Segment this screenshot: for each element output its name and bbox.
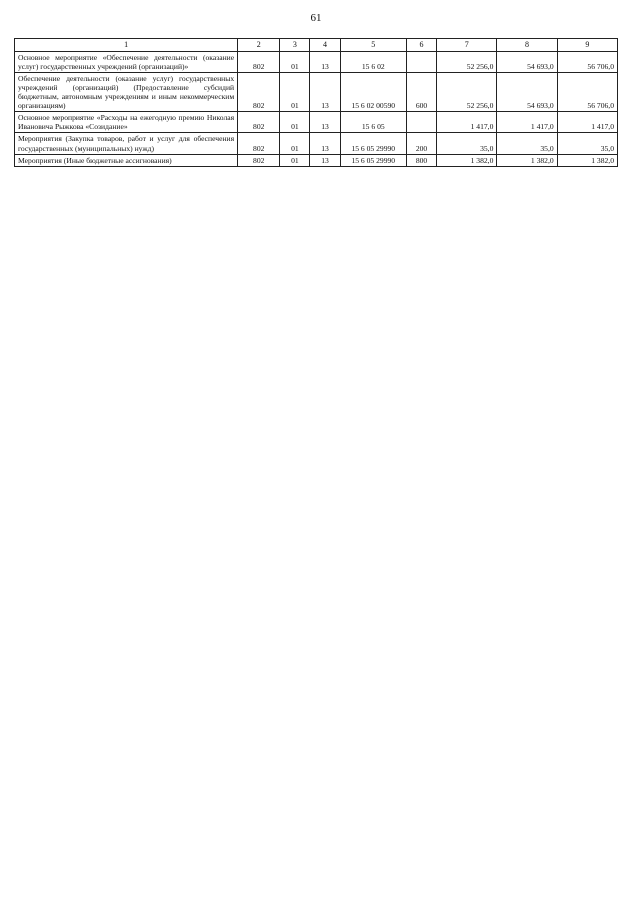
row-subsection: 13: [310, 51, 340, 72]
row-target-article: 15 6 02 00590: [340, 72, 406, 111]
row-amount-year1: 35,0: [437, 133, 497, 154]
row-name: Основное мероприятие «Расходы на ежегодную премию Николая Ивановича Рыжкова «Созидание»: [15, 112, 238, 133]
row-section: 01: [280, 133, 310, 154]
row-subsection: 13: [310, 72, 340, 111]
table-row: [15, 51, 618, 72]
row-amount-year3: 1 382,0: [557, 154, 617, 166]
row-subsection: 13: [310, 133, 340, 154]
header-cell: 1: [15, 39, 238, 52]
row-target-article: 15 6 02: [340, 51, 406, 72]
table-row: [15, 72, 618, 111]
row-amount-year3: 56 706,0: [557, 72, 617, 111]
row-name: Мероприятия (Иные бюджетные ассигнования): [15, 154, 238, 166]
header-cell: 7: [437, 39, 497, 52]
header-cell: 3: [280, 39, 310, 52]
header-cell: 6: [406, 39, 436, 52]
row-amount-year1: 1 382,0: [437, 154, 497, 166]
column-number-row: [15, 39, 618, 52]
row-expense-type: [406, 51, 436, 72]
row-expense-type: 800: [406, 154, 436, 166]
row-subsection: 13: [310, 154, 340, 166]
row-amount-year2: 54 693,0: [497, 51, 557, 72]
row-amount-year2: 1 382,0: [497, 154, 557, 166]
row-name: Обеспечение деятельности (оказание услуг) государственных учреждений (организаций) (Предоставление субсидий бюджетным, автономным учреждениям и иным некоммерческим организациям): [15, 72, 238, 111]
header-cell: 2: [238, 39, 280, 52]
table-row: [15, 112, 618, 133]
row-amount-year2: 1 417,0: [497, 112, 557, 133]
row-amount-year1: 1 417,0: [437, 112, 497, 133]
table-row: [15, 154, 618, 166]
row-section: 01: [280, 112, 310, 133]
row-section: 01: [280, 154, 310, 166]
header-cell: 4: [310, 39, 340, 52]
row-code: 802: [238, 51, 280, 72]
row-target-article: 15 6 05: [340, 112, 406, 133]
row-name: Основное мероприятие «Обеспечение деятельности (оказание услуг) государственных учреждений (организаций)»: [15, 51, 238, 72]
row-section: 01: [280, 72, 310, 111]
row-amount-year1: 52 256,0: [437, 72, 497, 111]
row-amount-year2: 54 693,0: [497, 72, 557, 111]
row-amount-year2: 35,0: [497, 133, 557, 154]
row-amount-year1: 52 256,0: [437, 51, 497, 72]
row-code: 802: [238, 133, 280, 154]
row-amount-year3: 35,0: [557, 133, 617, 154]
table-row: [15, 133, 618, 154]
row-expense-type: 600: [406, 72, 436, 111]
table-body: [15, 51, 618, 166]
row-target-article: 15 6 05 29990: [340, 154, 406, 166]
page-number: 61: [310, 12, 322, 24]
header-cell: 9: [557, 39, 617, 52]
row-target-article: 15 6 05 29990: [340, 133, 406, 154]
row-code: 802: [238, 72, 280, 111]
row-code: 802: [238, 112, 280, 133]
row-expense-type: 200: [406, 133, 436, 154]
header-cell: 5: [340, 39, 406, 52]
row-expense-type: [406, 112, 436, 133]
row-section: 01: [280, 51, 310, 72]
row-amount-year3: 56 706,0: [557, 51, 617, 72]
row-amount-year3: 1 417,0: [557, 112, 617, 133]
row-name: Мероприятия (Закупка товаров, работ и услуг для обеспечения государственных (муниципальных) нужд): [15, 133, 238, 154]
row-subsection: 13: [310, 112, 340, 133]
header-cell: 8: [497, 39, 557, 52]
row-code: 802: [238, 154, 280, 166]
budget-table: [14, 38, 618, 167]
